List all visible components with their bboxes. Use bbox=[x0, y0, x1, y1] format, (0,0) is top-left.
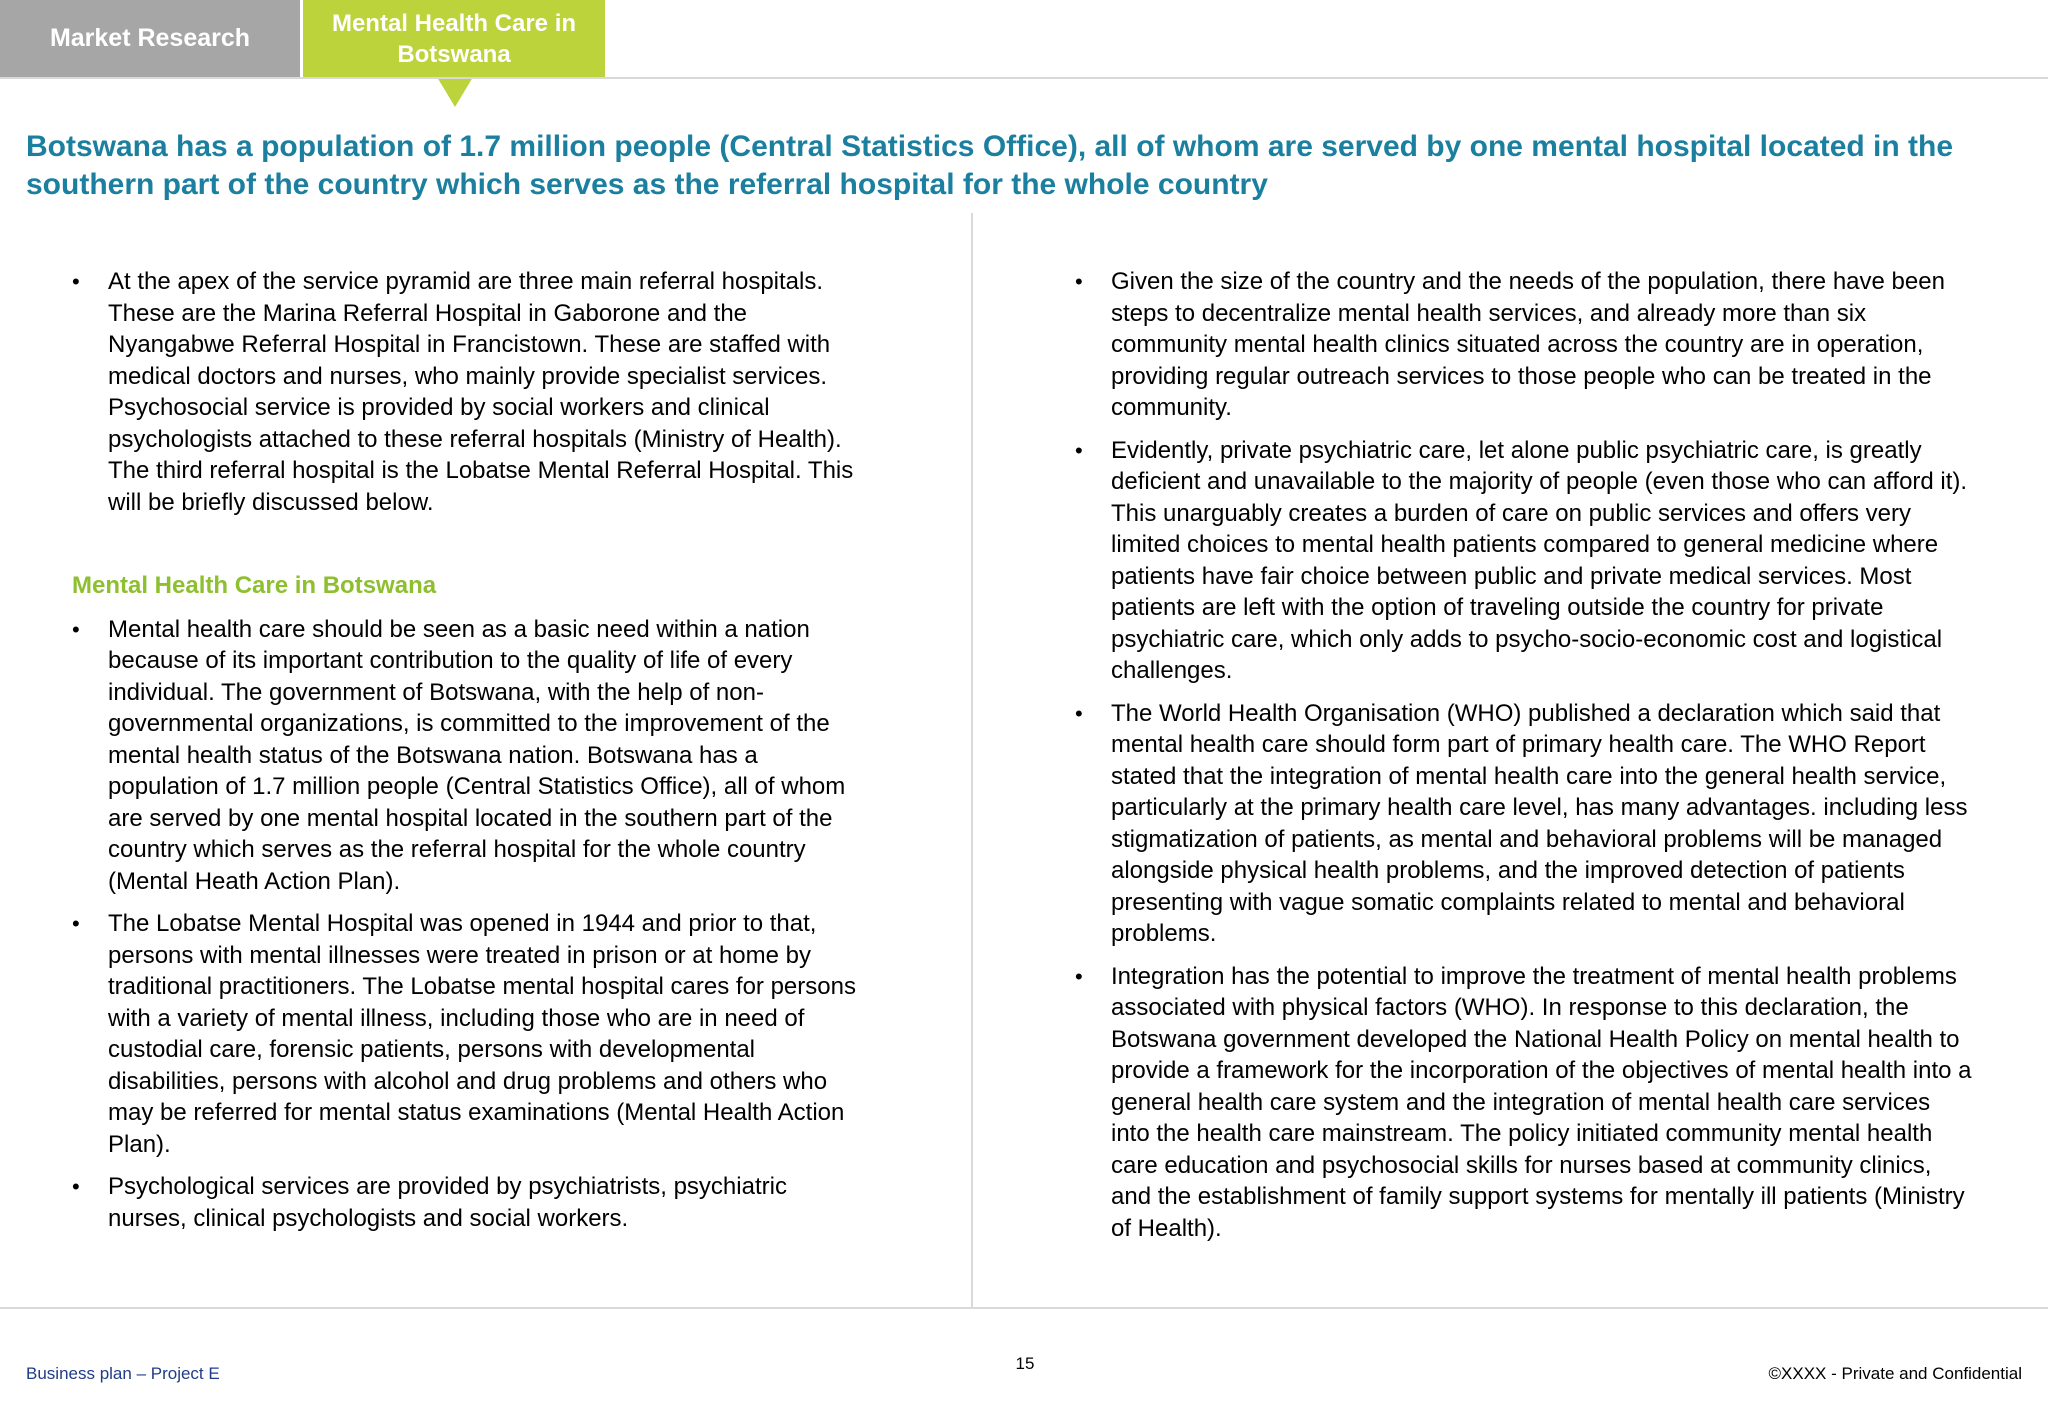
list-item: • The World Health Organisation (WHO) published a declaration which said that mental health care should form part of primary health care. The WHO Report stated that the integration of mental health care into the general health service, particularly at the primary health care level, has many advantages. including less stigmatization of patients, as mental and behavioral problems will be managed alongside physical health problems, and the improved detection of patients presenting with vague somatic complaints related to mental and behavioral problems. bbox=[1075, 698, 1975, 950]
right-bullet-list bbox=[1075, 266, 1975, 1244]
list-item: • Integration has the potential to improve the treatment of mental health problems associated with physical factors (WHO). In response to this declaration, the Botswana government developed the National Health Policy on mental health to provide a framework for the incorporation of the objectives of mental health into a general health care system and the integration of mental health care services into the health care mainstream. The policy initiated community mental health care education and psychosocial skills for nurses based at community clinics, and the establishment of family support systems for mentally ill patients (Ministry of Health). bbox=[1075, 961, 1975, 1245]
list-item: • Mental health care should be seen as a basic need within a nation because of its important contribution to the quality of life of every individual. The government of Botswana, with the help of non-governmental organizations, is committed to the improvement of the mental health status of the Botswana nation. Botswana has a population of 1.7 million people (Central Statistics Office), all of whom are served by one mental hospital located in the southern part of the country which serves as the referral hospital for the whole country (Mental Heath Action Plan). bbox=[72, 614, 872, 898]
intro-bullet-list bbox=[72, 266, 872, 518]
left-column bbox=[72, 266, 872, 1245]
list-item: • Given the size of the country and the needs of the population, there have been steps to decentralize mental health services, and already more than six community mental health clinics situated across the country are in operation, providing regular outreach services to those people who can be treated in the community. bbox=[1075, 266, 1975, 424]
footer-confidentiality: ©XXXX - Private and Confidential bbox=[1768, 1364, 2022, 1383]
column-divider bbox=[971, 213, 973, 1308]
right-column bbox=[1075, 266, 1975, 1255]
footer-document-title: Business plan – Project E bbox=[26, 1364, 220, 1383]
active-tab-pointer-icon bbox=[437, 77, 473, 107]
section-heading: Mental Health Care in Botswana bbox=[72, 572, 437, 599]
tab-label: Market Research bbox=[49, 24, 251, 52]
list-item: • The Lobatse Mental Hospital was opened in 1944 and prior to that, persons with mental illnesses were treated in prison or at home by traditional practitioners. The Lobatse mental hospital cares for persons with a variety of mental illness, including those who are in need of custodial care, forensic patients, persons with developmental disabilities, persons with alcohol and drug problems and others who may be referred for mental status examinations (Mental Health Action Plan). bbox=[72, 908, 872, 1160]
section-bullet-list bbox=[72, 614, 872, 1235]
tab-market-research[interactable] bbox=[0, 0, 300, 77]
page-title: Botswana has a population of 1.7 million people (Central Statistics Office), all of whom are served by one mental hospital located in the southern part of the country which serves as the referral hospital for the whole country bbox=[26, 130, 1954, 201]
footer-divider bbox=[0, 1307, 2048, 1309]
list-item: • Psychological services are provided by psychiatrists, psychiatric nurses, clinical psychologists and social workers. bbox=[72, 1171, 872, 1234]
header-divider bbox=[0, 77, 2048, 79]
tab-label: Mental Health Care in Botswana bbox=[331, 9, 577, 68]
page-number: 15 bbox=[1015, 1354, 1035, 1373]
tab-mental-health-care[interactable] bbox=[303, 0, 605, 77]
header-tab-bar bbox=[0, 0, 2048, 78]
list-item: • At the apex of the service pyramid are three main referral hospitals. These are the Marina Referral Hospital in Gaborone and the Nyangabwe Referral Hospital in Francistown. These are staffed with medical doctors and nurses, who mainly provide specialist services. Psychosocial service is provided by social workers and clinical psychologists attached to these referral hospitals (Ministry of Health). The third referral hospital is the Lobatse Mental Referral Hospital. This will be briefly discussed below. bbox=[72, 266, 872, 518]
list-item: • Evidently, private psychiatric care, let alone public psychiatric care, is greatly deficient and unavailable to the majority of people (even those who can afford it). This unarguably creates a burden of care on public services and offers very limited choices to mental health patients compared to general medicine where patients have fair choice between public and private medical services. Most patients are left with the option of traveling outside the country for private psychiatric care, which only adds to psycho-socio-economic cost and logistical challenges. bbox=[1075, 435, 1975, 687]
